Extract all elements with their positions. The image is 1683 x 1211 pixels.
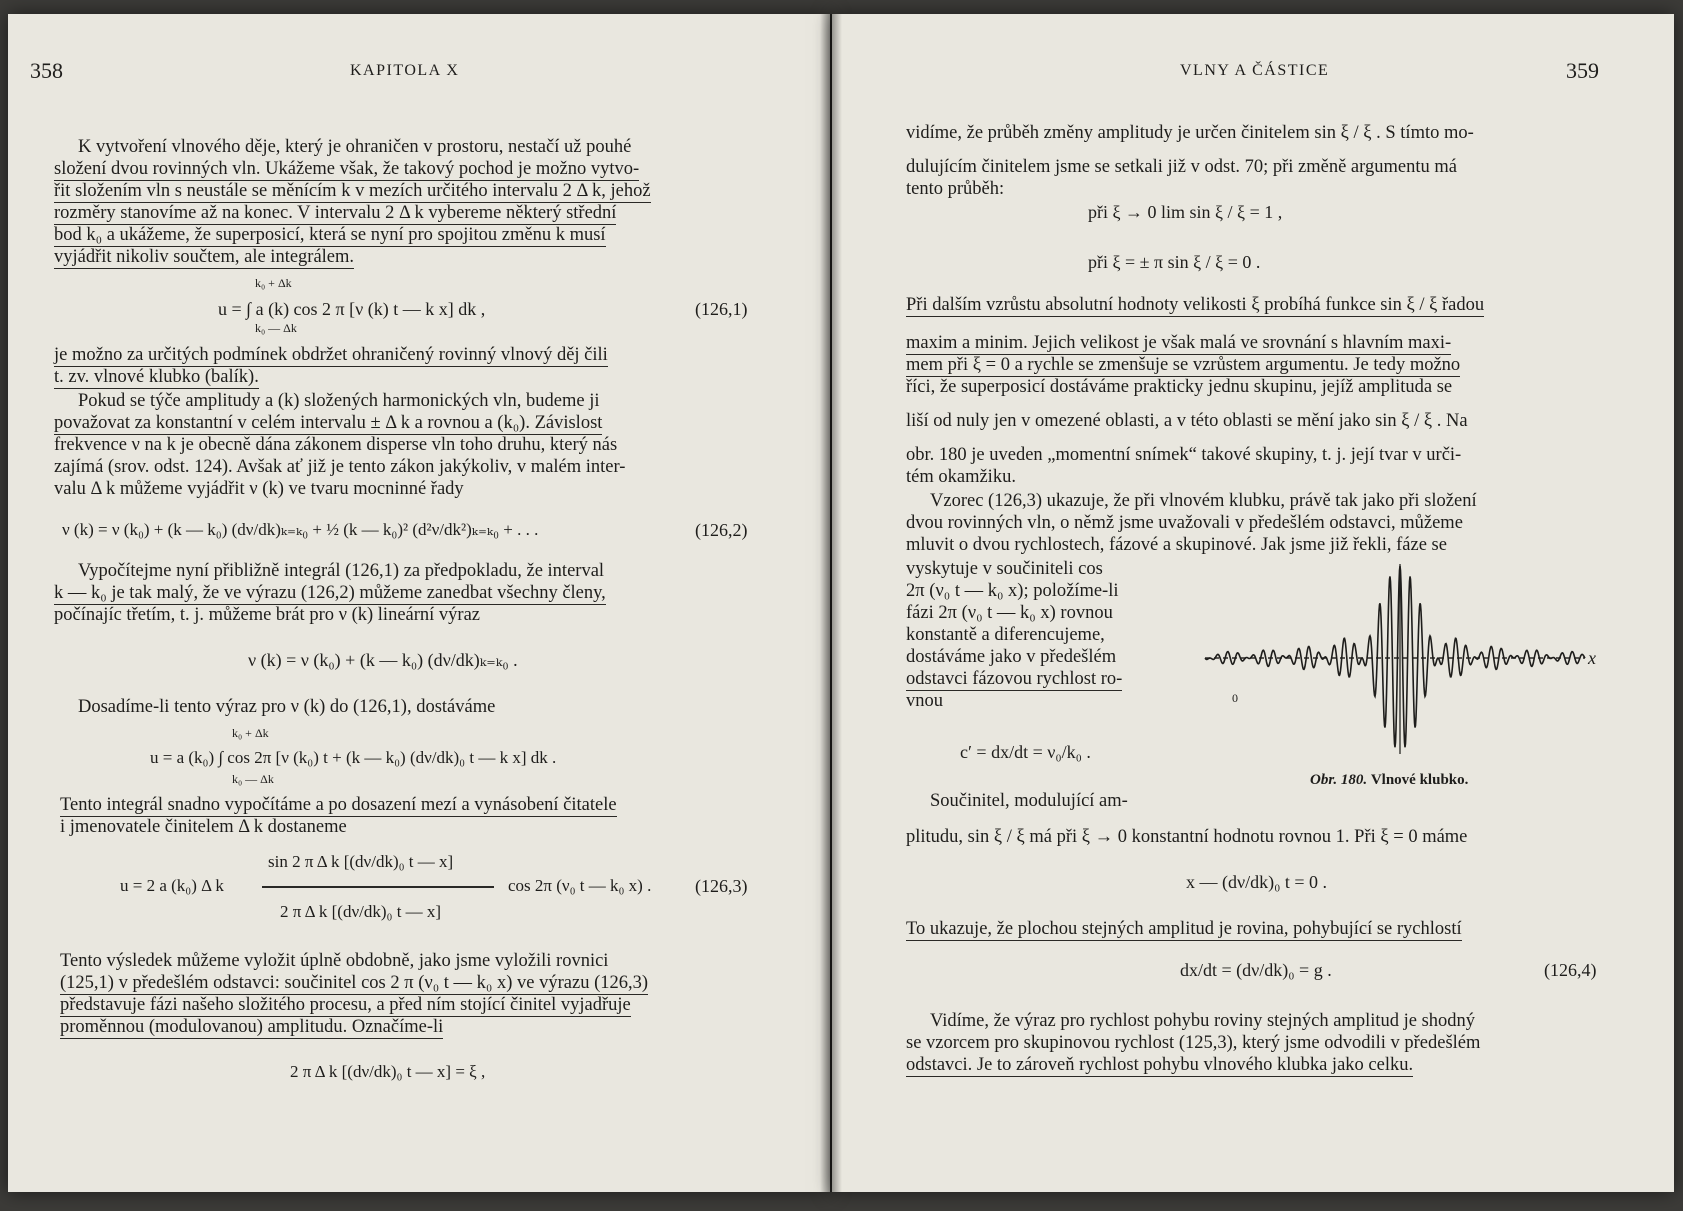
text-line: Pokud se týče amplitudy a (k) složených harmonických vln, budeme ji [78, 391, 600, 411]
integral-upper-limit: k₀ + Δk [232, 726, 269, 740]
equation-126-3-right: cos 2π (ν₀ t — k₀ x) . [508, 876, 652, 895]
text-line: rozměry stanovíme až na konec. V intervalu 2 Δ k vybereme některý střední [54, 203, 617, 223]
limit-at-zero: při ξ → 0 lim sin ξ / ξ = 1 , [1088, 202, 1283, 222]
text-line: dostáváme jako v předešlém [906, 647, 1117, 667]
text-line: mluvit o dvou rychlostech, fázové a skupinové. Jak jsme již řekli, fáze se [906, 535, 1447, 555]
equation-126-3-left: u = 2 a (k₀) Δ k [120, 876, 224, 895]
fraction-denominator: 2 π Δ k [(dν/dk)₀ t — x] [280, 902, 442, 921]
text-line: dulujícím činitelem jsme se setkali již v odst. 70; při změně argumentu má [906, 157, 1457, 177]
running-header-left: KAPITOLA X [350, 62, 460, 79]
text-line: vyskytuje v součiniteli cos [906, 559, 1103, 579]
text-line: tém okamžiku. [906, 467, 1016, 487]
text-line: tento průběh: [906, 179, 1005, 199]
integral-lower-limit: k₀ — Δk [255, 321, 297, 335]
equation-number: (126,2) [695, 520, 748, 540]
wave-packet-curve [1205, 566, 1585, 747]
equation-126-2: ν (k) = ν (k₀) + (k — k₀) (dν/dk)ₖ₌ₖ₀ + ½ (k — k₀)² (d²ν/dk²)ₖ₌ₖ₀ + . . . [62, 520, 539, 539]
text-line: Vidíme, že výraz pro rychlost pohybu roviny stejných amplitud je shodný [930, 1011, 1476, 1031]
text-line: Dosadíme-li tento výraz pro ν (k) do (126,1), dostáváme [78, 697, 496, 717]
phase-velocity-equation: c′ = dx/dt = ν₀/k₀ . [960, 742, 1091, 762]
text-line: valu Δ k můžeme vyjádřit ν (k) ve tvaru mocninné řady [54, 479, 464, 499]
text-line: dvou rovinných vln, o němž jsme uvažovali v předešlém odstavci, můžeme [906, 513, 1463, 533]
text-line: odstavci. Je to zároveň rychlost pohybu vlnového klubka jako celku. [906, 1055, 1414, 1075]
text-line: To ukazuje, že plochou stejných amplitud je rovina, pohybující se rychlostí [906, 919, 1462, 939]
text-line: bod k₀ a ukážeme, že superposicí, která se nyní pro spojitou změnu k musí [54, 225, 606, 245]
origin-label: 0 [1232, 691, 1238, 705]
text-line: počínajíc třetím, t. j. můžeme brát pro ν (k) lineární výraz [54, 605, 480, 625]
text-line: říci, že superposicí dostáváme prakticky jednu skupinu, jejíž amplituda se [906, 377, 1453, 397]
caption-label: Obr. 180. [1310, 772, 1368, 788]
text-line: frekvence ν na k je obecně dána zákonem disperse vln toho druhu, který nás [54, 435, 618, 455]
equal-amplitude-equation: x — (dν/dk)₀ t = 0 . [1186, 872, 1328, 892]
text-line: obr. 180 je uveden „momentní snímek“ takové skupiny, t. j. její tvar v urči- [906, 445, 1462, 465]
wave-packet-figure [1200, 558, 1600, 768]
text-line: vidíme, že průběh změny amplitudy je určen činitelem sin ξ / ξ . S tímto mo- [906, 123, 1474, 143]
page-number-right: 359 [1566, 58, 1599, 83]
integral-upper-limit: k₀ + Δk [255, 276, 292, 290]
text-line: plitudu, sin ξ / ξ má při ξ → 0 konstantní hodnotu rovnou 1. Při ξ = 0 máme [906, 827, 1468, 847]
text-line: Vypočítejme nyní přibližně integrál (126,1) za předpokladu, že interval [78, 561, 605, 581]
text-line: (125,1) v předešlém odstavci: součinitel cos 2 π (ν₀ t — k₀ x) ve výrazu (126,3) [60, 973, 649, 993]
text-line: vyjádřit nikoliv součtem, ale integrálem. [54, 247, 355, 267]
equation-126-4: dx/dt = (dν/dk)₀ = g . [1180, 960, 1332, 980]
text-line: se vzorcem pro skupinovou rychlost (125,3), který jsme odvodili v předešlém [906, 1033, 1481, 1053]
text-line: Součinitel, modulující am- [930, 791, 1128, 811]
fraction-numerator: sin 2 π Δ k [(dν/dk)₀ t — x] [268, 852, 454, 871]
text-line: proměnnou (modulovanou) amplitudu. Označíme-li [60, 1017, 444, 1037]
text-line: vnou [906, 691, 943, 711]
fraction-bar [262, 886, 494, 888]
equation-number: (126,4) [1544, 960, 1597, 980]
equation-126-1: u = ∫ a (k) cos 2 π [ν (k) t — k x] dk , [218, 299, 486, 319]
text-line: považovat za konstantní v celém intervalu ± Δ k a rovnou a (k₀). Závislost [54, 413, 603, 433]
text-line: k — k₀ je tak malý, že ve výrazu (126,2) můžeme zanedbat všechny členy, [54, 583, 606, 603]
caption-text: Vlnové klubko. [1370, 772, 1469, 788]
text-line: mem při ξ = 0 a rychle se zmenšuje se vzrůstem argumentu. Je tedy možno [906, 355, 1461, 375]
book-gutter [820, 14, 842, 1192]
equation-linear: ν (k) = ν (k₀) + (k — k₀) (dν/dk)ₖ₌ₖ₀ . [248, 650, 518, 670]
text-line: i jmenovatele činitelem Δ k dostaneme [60, 817, 347, 837]
axis-label-x: x [1588, 648, 1596, 668]
text-line: Tento integrál snadno vypočítáme a po dosazení mezí a vynásobení čitatele [60, 795, 617, 815]
value-at-pi: při ξ = ± π sin ξ / ξ = 0 . [1088, 252, 1261, 272]
text-line: 2π (ν₀ t — k₀ x); položíme-li [906, 581, 1119, 601]
text-line: fázi 2π (ν₀ t — k₀ x) rovnou [906, 603, 1113, 623]
equation-number: (126,1) [695, 299, 748, 319]
text-line: zajímá (srov. odst. 124). Avšak ať již je tento zákon jakýkoliv, v malém inter- [54, 457, 626, 477]
text-line: t. zv. vlnové klubko (balík). [54, 367, 259, 387]
text-line: odstavci fázovou rychlost ro- [906, 669, 1123, 689]
equation-substituted: u = a (k₀) ∫ cos 2π [ν (k₀) t + (k — k₀) (dν/dk)₀ t — k x] dk . [150, 748, 557, 767]
text-line: konstantě a diferencujeme, [906, 625, 1105, 645]
text-line: Vzorec (126,3) ukazuje, že při vlnovém klubku, právě tak jako při složení [930, 491, 1477, 511]
text-line: liší od nuly jen v omezené oblasti, a v této oblasti se mění jako sin ξ / ξ . Na [906, 411, 1468, 431]
text-line: Tento výsledek můžeme vyložit úplně obdobně, jako jsme vyložili rovnici [60, 951, 609, 971]
text-line: řit složením vln s neustále se měnícím k v mezích určitého intervalu 2 Δ k, jehož [54, 181, 651, 201]
text-line: Při dalším vzrůstu absolutní hodnoty velikosti ξ probíhá funkce sin ξ / ξ řadou [906, 295, 1485, 315]
integral-lower-limit: k₀ — Δk [232, 772, 274, 786]
text-line: maxim a minim. Jejich velikost je však malá ve srovnání s hlavním maxi- [906, 333, 1452, 353]
text-line: K vytvoření vlnového děje, který je ohraničen v prostoru, nestačí už pouhé [78, 137, 632, 157]
text-line: je možno za určitých podmínek obdržet ohraničený rovinný vlnový děj čili [54, 345, 608, 365]
equation-xi-definition: 2 π Δ k [(dν/dk)₀ t — x] = ξ , [290, 1062, 486, 1081]
page-number-left: 358 [30, 58, 63, 83]
running-header-right: VLNY A ČÁSTICE [1180, 62, 1330, 79]
figure-caption [1310, 772, 1468, 789]
text-line: složení dvou rovinných vln. Ukážeme však, že takový pochod je možno vytvo- [54, 159, 640, 179]
equation-number: (126,3) [695, 876, 748, 896]
text-line: představuje fázi našeho složitého procesu, a před ním stojící činitel vyjadřuje [60, 995, 631, 1015]
